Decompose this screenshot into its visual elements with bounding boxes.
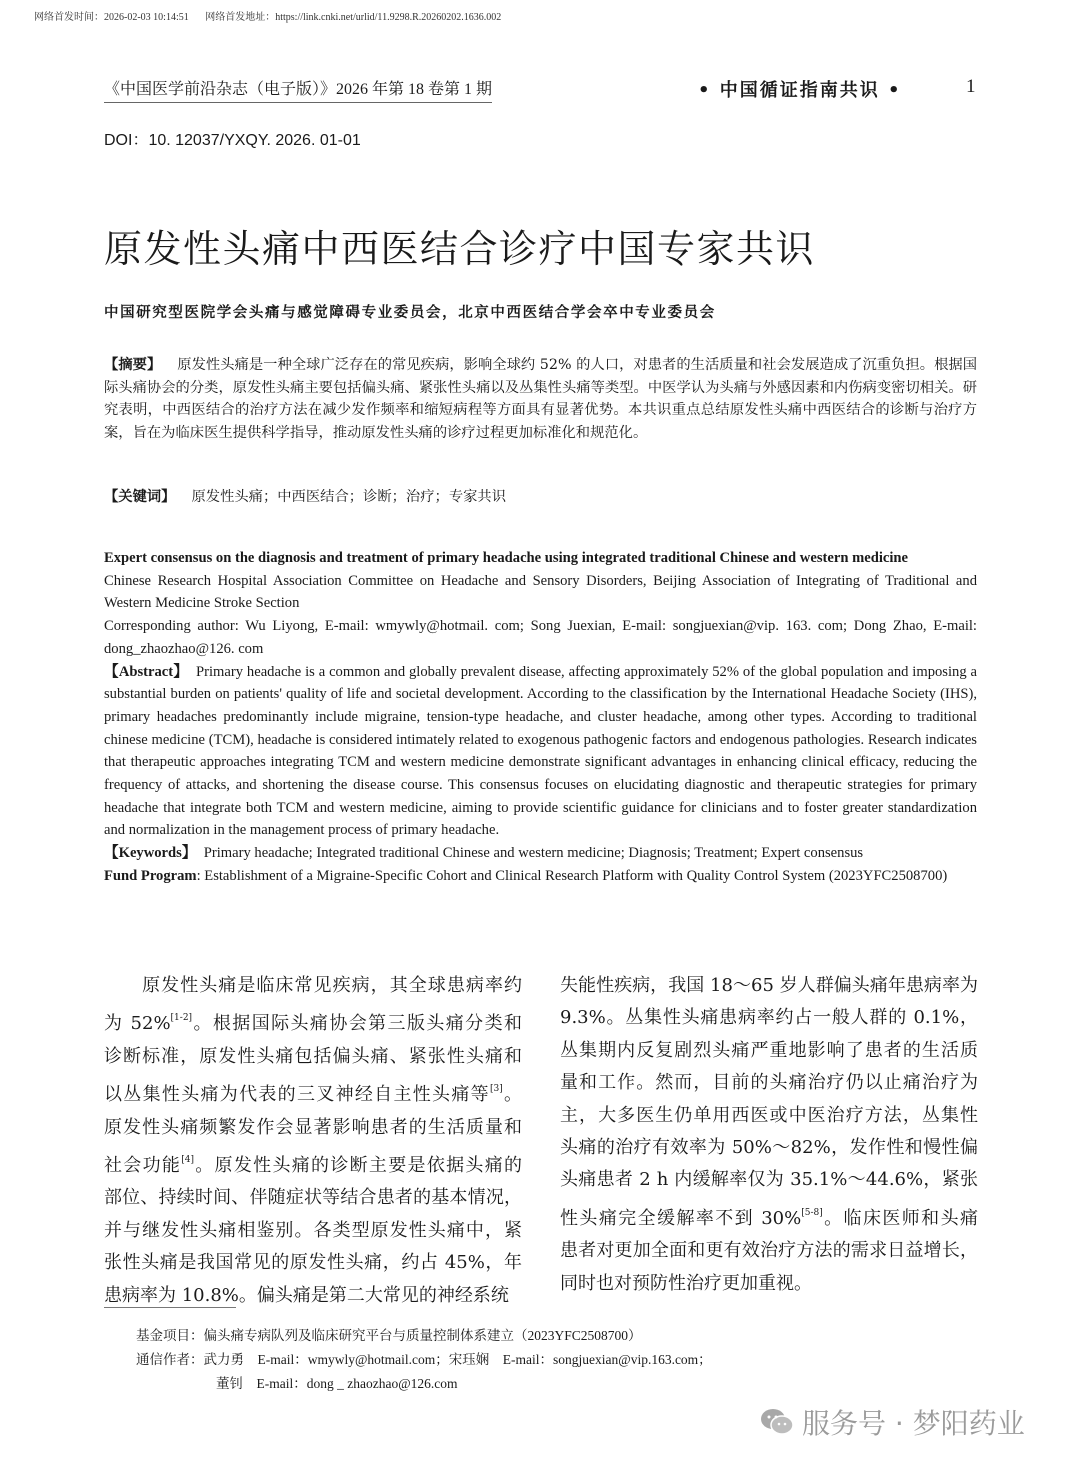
body-text: 以丛集性头痛为代表的三叉神经自主性头痛等 xyxy=(104,1084,490,1106)
body-text: 患者对更加全面和更有效治疗方法的需求日益增长， xyxy=(560,1240,978,1262)
body-text: 诊断标准，原发性头痛包括偏头痛、紧张性头痛和 xyxy=(104,1045,522,1067)
citation-ref: [4] xyxy=(181,1155,194,1166)
footnote-divider xyxy=(104,1307,236,1308)
body-text: 9.3%。丛集性头痛患病率约占一般人群的 0.1%， xyxy=(560,1007,978,1029)
english-abstract-text: Primary headache is a common and globally prevalent disease, affecting approximately 52% of the global population and imposing a substantial burden on patients' quality of life and societal development. According to the classification by the International Headache Society (IHS), primary headaches predominantly include migraine, tension-type headache, and cluster headache, among other types. According to traditional chinese medicine (TCM), headache is considered intimately related to exogenous pathogenic factors and endogenous pathologies. Research indicates that therapeutic approaches integrating TCM and western medicine demonstrate significant advantages in enhancing clinical efficacy, reducing the frequency of attacks, and shortening the disease course. This consensus focuses on elucidating diagnostic and therapeutic strategies for primary headache that integrate both TCM and western medicine, aiming to provide scientific guidance for clinicians and to foster greater standardization and normalization in the management process of primary headache. xyxy=(104,663,977,839)
body-column-left xyxy=(104,970,522,1312)
body-text: 主，大多医生仍单用西医或中医治疗方法，丛集性 xyxy=(560,1104,978,1126)
body-text: 。临床医师和头痛 xyxy=(822,1207,978,1229)
body-text: 量和工作。然而，目前的头痛治疗仍以止痛治疗为 xyxy=(560,1072,978,1094)
online-url: 网络首发地址：https://link.cnki.net/urlid/11.9298.R.20260202.1636.002 xyxy=(205,12,502,23)
body-line xyxy=(560,1268,978,1300)
footnote-corresponding: 通信作者：武力勇 E-mail：wmywly@hotmail.com；宋珏娴 E-mail：songjuexian@vip.163.com； xyxy=(136,1352,712,1367)
body-line xyxy=(104,1144,522,1182)
footnote-fund: 基金项目：偏头痛专病队列及临床研究平台与质量控制体系建立（2023YFC2508700） xyxy=(136,1328,642,1343)
body-line xyxy=(104,1002,522,1040)
english-fund-label: Fund Program xyxy=(104,867,197,884)
body-line xyxy=(104,1215,522,1247)
page-title: 原发性头痛中西医结合诊疗中国专家共识 xyxy=(104,227,816,271)
keywords-cn xyxy=(104,486,977,509)
authors: 中国研究型医院学会头痛与感觉障碍专业委员会，北京中西医结合学会卒中专业委员会 xyxy=(104,304,716,321)
body-text: 失能性疾病，我国 18～65 岁人群偏头痛年患病率为 xyxy=(560,975,978,996)
keywords-cn-text: 原发性头痛；中西医结合；诊断；治疗；专家共识 xyxy=(191,489,507,505)
body-text: 。根据国际头痛协会第三版头痛分类和 xyxy=(192,1013,522,1035)
body-line xyxy=(560,970,978,1002)
citation-ref: [5-8] xyxy=(801,1207,823,1218)
body-text: 原发性头痛是临床常见疾病，其全球患病率约 xyxy=(104,975,522,996)
body-column-right xyxy=(560,970,978,1300)
body-text: 并与继发性头痛相鉴别。各类型原发性头痛中，紧 xyxy=(104,1219,522,1241)
body-text: 头痛的治疗有效率为 50%～82%，发作性和慢性偏 xyxy=(560,1137,978,1159)
abstract-cn xyxy=(104,354,977,445)
body-text: 社会功能 xyxy=(104,1155,182,1177)
english-fund-text: : Establishment of a Migraine-Specific Cohort and Clinical Research Platform with Quality Control System (2023YFC2508700) xyxy=(196,867,948,884)
english-keywords xyxy=(104,842,977,865)
journal-header: 《中国医学前沿杂志（电子版）》2026 年第 18 卷第 1 期 xyxy=(104,76,492,103)
body-line xyxy=(104,1112,522,1144)
body-line xyxy=(560,1132,978,1164)
body-text: 头痛患者 2 h 内缓解率仅为 35.1%～44.6%，紧张 xyxy=(560,1169,978,1191)
citation-ref: [1-2] xyxy=(170,1013,193,1024)
citation-ref: [3] xyxy=(489,1084,503,1095)
body-line xyxy=(560,1197,978,1235)
body-line xyxy=(104,1182,522,1214)
body-text: 同时也对预防性治疗更加重视。 xyxy=(560,1272,812,1294)
watermark-text: 服务号 · 梦阳药业 xyxy=(802,1407,1025,1440)
body-line xyxy=(560,1235,978,1267)
english-fund xyxy=(104,865,977,888)
page-number: 1 xyxy=(966,76,976,97)
body-line xyxy=(560,1164,978,1196)
keywords-cn-label: 【关键词】 xyxy=(104,489,176,505)
body-text: 。原发性头痛的诊断主要是依据头痛的 xyxy=(193,1155,523,1177)
body-text: 为 52% xyxy=(104,1013,171,1035)
english-abstract-section xyxy=(104,547,977,888)
english-abstract-label: 【Abstract】 xyxy=(104,663,189,680)
english-keywords-label: 【Keywords】 xyxy=(104,845,197,862)
body-text: 丛集期内反复剧烈头痛严重地影响了患者的生活质 xyxy=(560,1039,978,1061)
body-line xyxy=(560,1002,978,1034)
online-time: 网络首发时间：2026-02-03 10:14:51 xyxy=(34,12,189,23)
abstract-cn-text: 原发性头痛是一种全球广泛存在的常见疾病，影响全球约 52% 的人口，对患者的生活质量和社会发展造成了沉重负担。根据国际头痛协会的分类，原发性头痛主要包括偏头痛、紧张性头痛以及丛集性头痛等类型。中医学认为头痛与外感因素和内伤病变密切相关。研究表明，中西医结合的治疗方法在减少发作频率和缩短病程等方面具有显著优势。本共识重点总结原发性头痛中西医结合的诊断与治疗方案，旨在为临床医生提供科学指导，推动原发性头痛的诊疗过程更加标准化和规范化。 xyxy=(104,357,977,442)
body-text: 。 xyxy=(502,1084,523,1106)
watermark xyxy=(760,1402,1025,1442)
english-corresponding: Corresponding author: Wu Liyong, E-mail: wmywly@hotmail. com; Song Juexian, E-mail: songjuexian@vip. 163. com; Dong Zhao, E-mail: dong_zhaozhao@126. com xyxy=(104,618,977,657)
body-text: 性头痛完全缓解率不到 30% xyxy=(560,1207,802,1229)
english-title: Expert consensus on the diagnosis and treatment of primary headache using integrated traditional Chinese and western medicine xyxy=(104,550,909,566)
body-text: 原发性头痛频繁发作会显著影响患者的生活质量和 xyxy=(104,1116,522,1138)
body-line xyxy=(560,1067,978,1099)
body-line xyxy=(560,1100,978,1132)
body-text: 部位、持续时间、伴随症状等结合患者的基本情况， xyxy=(104,1187,522,1209)
body-line xyxy=(104,970,522,1002)
section-label: • 中国循证指南共识 • xyxy=(698,80,902,101)
body-line xyxy=(104,1041,522,1073)
english-keywords-text: Primary headache; Integrated traditional Chinese and western medicine; Diagnosis; Treatment; Expert consensus xyxy=(203,845,864,862)
body-line xyxy=(560,1035,978,1067)
body-line xyxy=(104,1073,522,1111)
doi: DOI：10. 12037/YXQY. 2026. 01-01 xyxy=(104,132,361,149)
body-line xyxy=(104,1247,522,1279)
online-publication-info xyxy=(34,8,515,23)
abstract-cn-label: 【摘要】 xyxy=(104,357,162,373)
body-text: 张性头痛是我国常见的原发性头痛，约占 45%，年 xyxy=(104,1252,522,1274)
english-abstract xyxy=(104,661,977,843)
body-text: 患病率为 10.8%。偏头痛是第二大常见的神经系统 xyxy=(104,1284,509,1306)
footnote-corresponding-cont: 董钊 E-mail：dong _ zhaozhao@126.com xyxy=(216,1376,458,1391)
english-authors: Chinese Research Hospital Association Committee on Headache and Sensory Disorders, Beijing Association of Integrating of Traditional and Western Medicine Stroke Section xyxy=(104,572,977,612)
wechat-icon xyxy=(760,1407,794,1437)
